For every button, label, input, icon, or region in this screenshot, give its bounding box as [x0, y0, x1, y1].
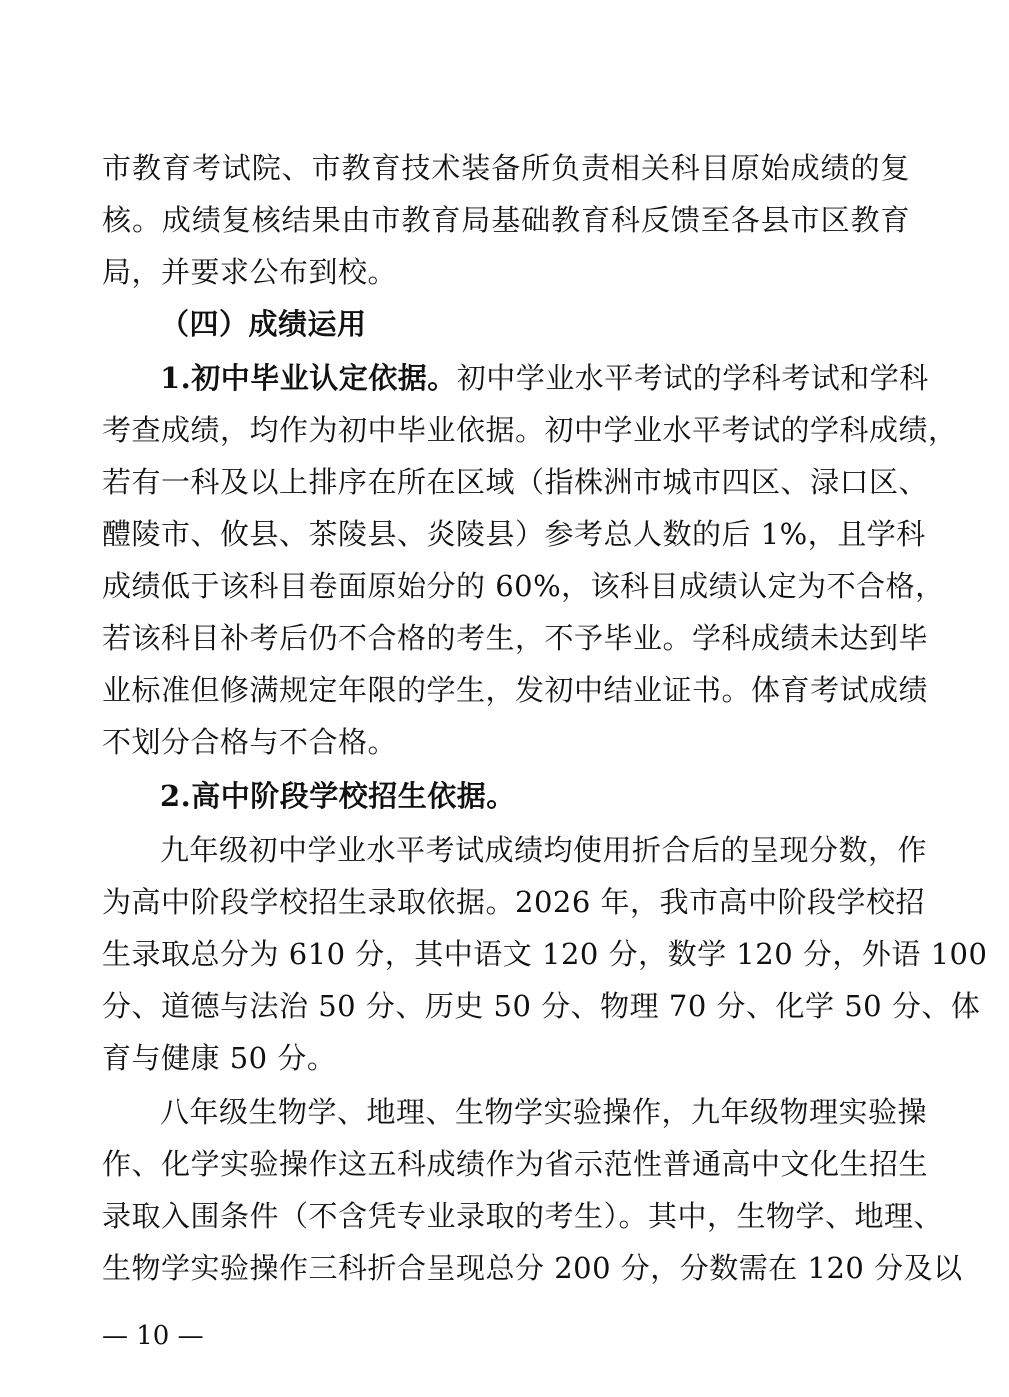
paragraph-line: 不划分合格与不合格。: [102, 725, 398, 759]
paragraph-line: 九年级初中学业水平考试成绩均使用折合后的呈现分数，作: [160, 833, 928, 867]
paragraph-line: 局，并要求公布到校。: [102, 255, 398, 289]
paragraph-line: 若有一科及以上排序在所在区域（指株洲市城市四区、渌口区、: [102, 465, 929, 499]
paragraph-line: 业标准但修满规定年限的学生，发初中结业证书。体育考试成绩: [102, 673, 929, 707]
paragraph-line: 八年级生物学、地理、生物学实验操作，九年级物理实验操: [160, 1095, 928, 1129]
paragraph-line: 成绩低于该科目卷面原始分的 60%，该科目成绩认定为不合格，: [102, 569, 945, 603]
inline-text: 初中学业水平考试的学科考试和学科: [456, 361, 929, 395]
inline-subheading: 1.初中毕业认定依据。: [160, 361, 457, 395]
paragraph-line: 核。成绩复核结果由市教育局基础教育科反馈至各县市区教育: [102, 203, 910, 237]
paragraph-line: 分、道德与法治 50 分、历史 50 分、物理 70 分、化学 50 分、体: [102, 989, 981, 1023]
paragraph-line: 育与健康 50 分。: [102, 1041, 337, 1075]
paragraph-line: 生物学实验操作三科折合呈现总分 200 分，分数需在 120 分及以: [102, 1251, 963, 1285]
paragraph-line: 考查成绩，均作为初中毕业依据。初中学业水平考试的学科成绩，: [102, 413, 958, 447]
paragraph-line: 作、化学实验操作这五科成绩作为省示范性普通高中文化生招生: [102, 1147, 929, 1181]
section-heading: （四）成绩运用: [160, 307, 367, 341]
paragraph-line: 若该科目补考后仍不合格的考生，不予毕业。学科成绩未达到毕: [102, 621, 929, 655]
paragraph-line: [160, 352, 929, 404]
page-number: — 10 —: [102, 1321, 204, 1351]
paragraph-line: 为高中阶段学校招生录取依据。2026 年，我市高中阶段学校招: [102, 885, 926, 919]
paragraph-line: 录取入围条件（不含凭专业录取的考生）。其中，生物学、地理、: [102, 1199, 944, 1233]
section-heading: 2.高中阶段学校招生依据。: [160, 779, 516, 813]
paragraph-line: 醴陵市、攸县、茶陵县、炎陵县）参考总人数的后 1%，且学科: [102, 517, 926, 551]
paragraph-line: 生录取总分为 610 分，其中语文 120 分，数学 120 分，外语 100: [102, 937, 988, 971]
paragraph-line: 市教育考试院、市教育技术装备所负责相关科目原始成绩的复: [102, 151, 910, 185]
